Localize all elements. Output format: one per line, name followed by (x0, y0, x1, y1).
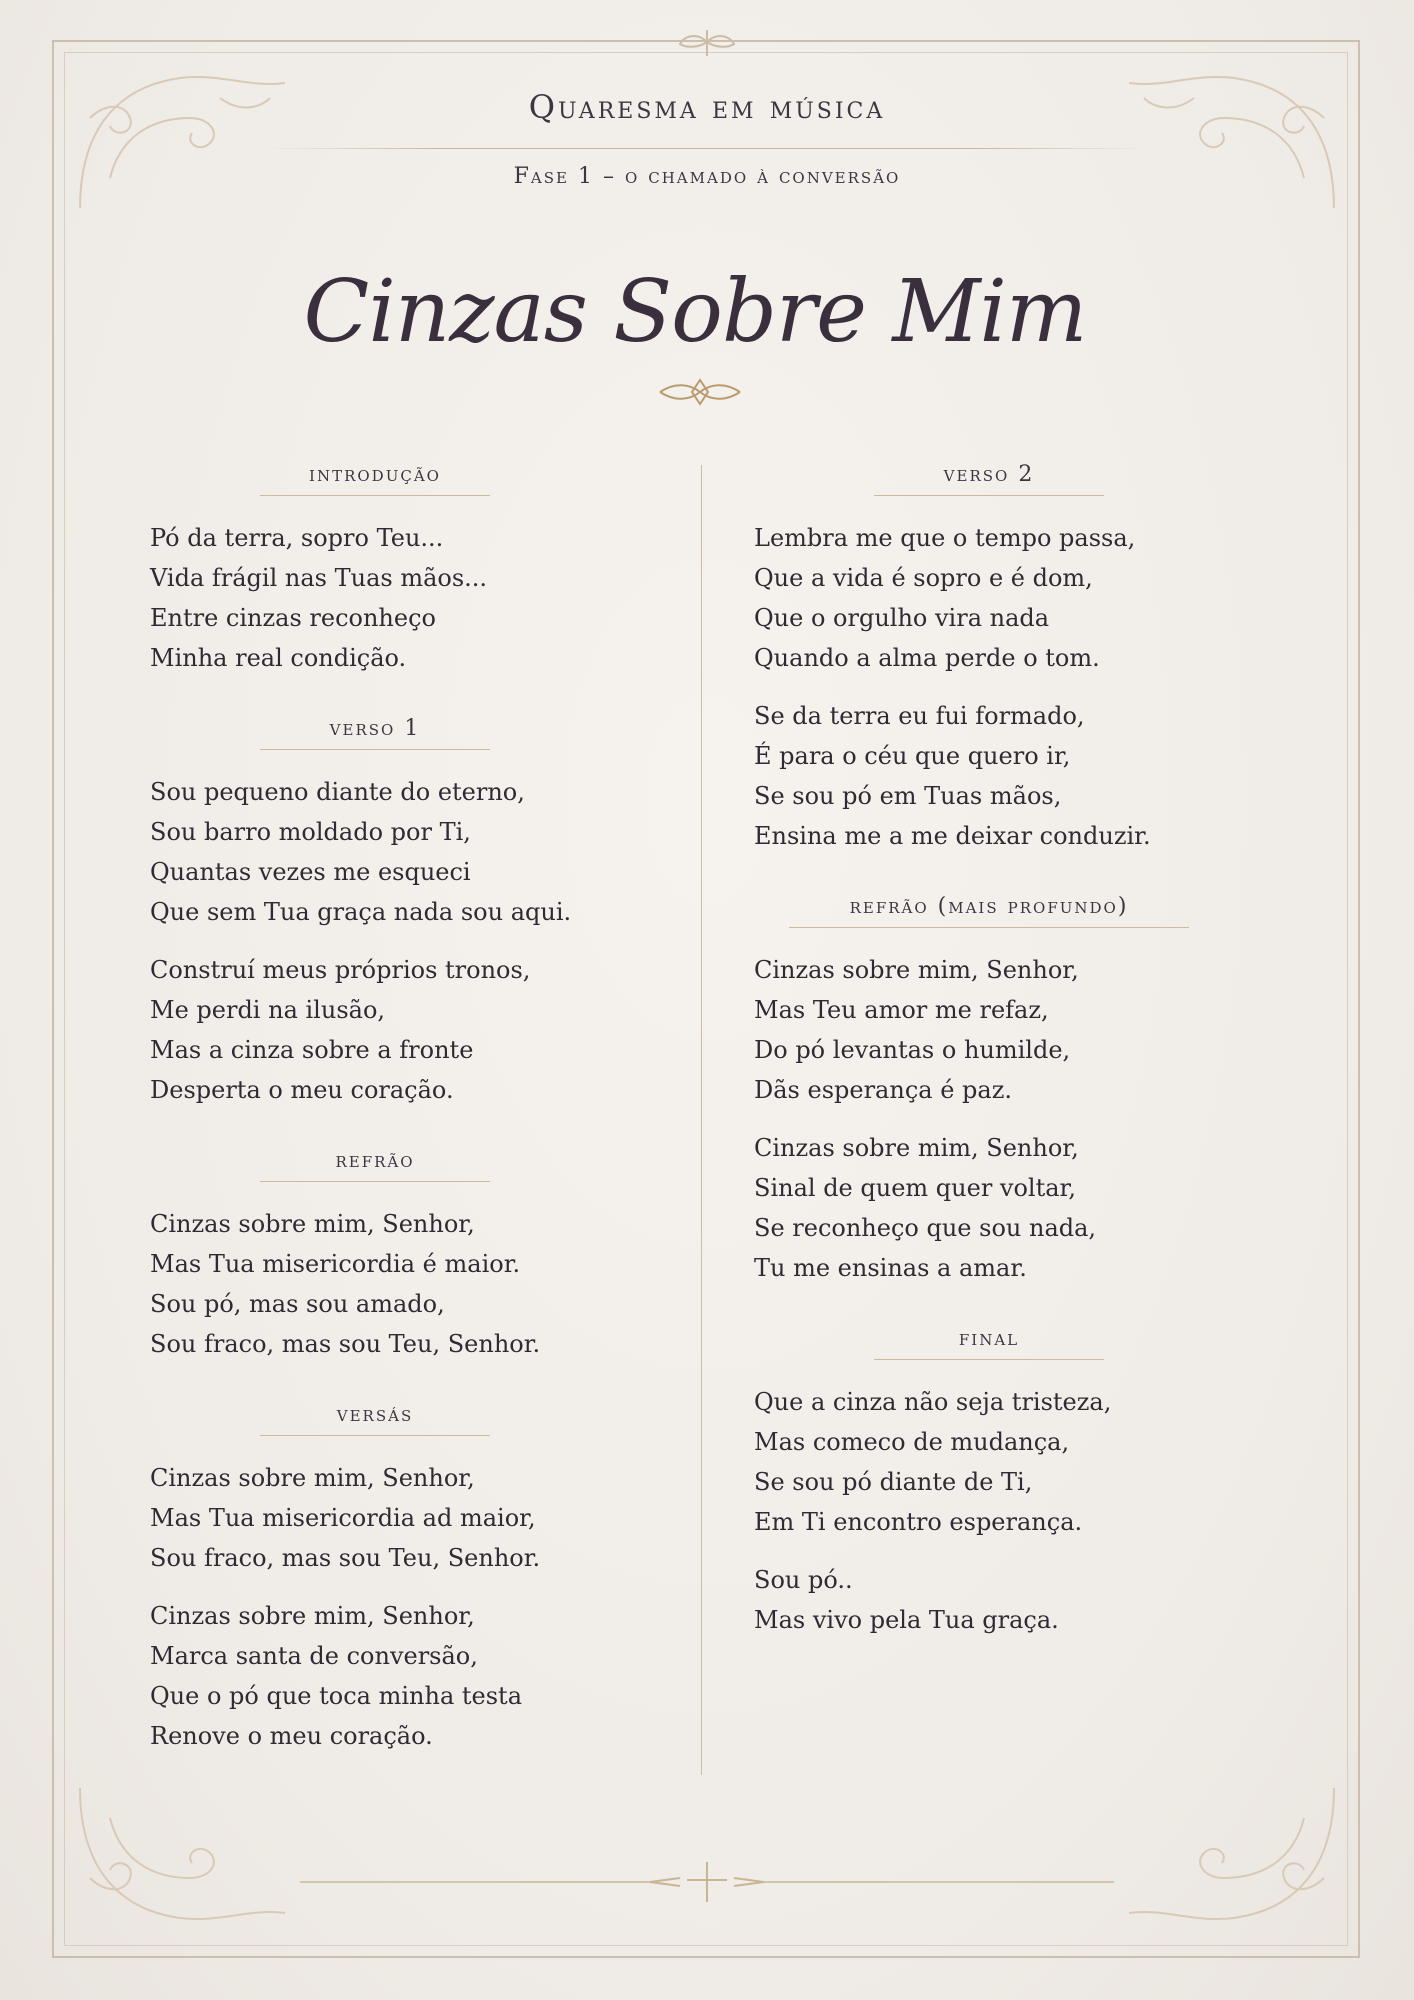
stanza (150, 1458, 710, 1578)
lyric-line: Sou fraco, mas sou Teu, Senhor. (150, 1544, 541, 1572)
lyric-line: Que a cinza não seja tristeza, (754, 1388, 1112, 1416)
header-subtitle: Fase 1 – o chamado à conversão (513, 164, 901, 189)
lyric-line: Mas Tua misericordia é maior. (150, 1250, 521, 1278)
stanza (754, 696, 1224, 856)
lyric-line: Cinzas sobre mim, Senhor, (150, 1602, 475, 1630)
lyric-line: Tu me ensinas a amar. (754, 1254, 1027, 1282)
section-heading: final (874, 1326, 1104, 1360)
lyric-line: Vida frágil nas Tuas mãos... (150, 564, 488, 592)
lyric-line: Sou fraco, mas sou Teu, Senhor. (150, 1330, 541, 1358)
stanza (150, 1204, 710, 1364)
lyric-line: Se reconheço que sou nada, (754, 1214, 1097, 1242)
section-heading: versás (260, 1402, 490, 1436)
section-heading: refrão (mais profundo) (789, 894, 1189, 928)
section-heading: introdução (260, 462, 490, 496)
lyrics-section (150, 1148, 710, 1364)
lyric-line: Que sem Tua graça nada sou aqui. (150, 898, 572, 926)
top-center-ornament (672, 26, 742, 60)
lyric-line: Cinzas sobre mim, Senhor, (150, 1210, 475, 1238)
lyric-line: Minha real condição. (150, 644, 407, 672)
lyric-line: Mas vivo pela Tua graça. (754, 1606, 1059, 1634)
lyric-line: Lembra me que o tempo passa, (754, 524, 1136, 552)
lyric-line: Quando a alma perde o tom. (754, 644, 1100, 672)
lyric-line: Que a vida é sopro e é dom, (754, 564, 1093, 592)
lyric-line: Do pó levantas o humilde, (754, 1036, 1071, 1064)
section-heading: verso 2 (874, 462, 1104, 496)
left-column (150, 462, 710, 1774)
lyrics-section (754, 462, 1224, 856)
lyric-line: Sinal de quem quer voltar, (754, 1174, 1077, 1202)
section-heading: verso 1 (260, 716, 490, 750)
lyric-line: Se da terra eu fui formado, (754, 702, 1085, 730)
lyric-line: Cinzas sobre mim, Senhor, (754, 1134, 1079, 1162)
stanza (754, 518, 1224, 678)
stanza (150, 950, 710, 1110)
lyric-line: Sou barro moldado por Ti, (150, 818, 471, 846)
lyric-line: Cinzas sobre mim, Senhor, (754, 956, 1079, 984)
bottom-cross-ornament (300, 1858, 1114, 1906)
stanza (754, 1382, 1224, 1542)
lyric-line: Se sou pó diante de Ti, (754, 1468, 1033, 1496)
lyric-line: Sou pequeno diante do eterno, (150, 778, 525, 806)
stanza (754, 950, 1224, 1110)
corner-flourish-top-right (1114, 58, 1344, 228)
header-title: Quaresma em música (528, 88, 886, 126)
lyric-line: Entre cinzas reconheço (150, 604, 436, 632)
lyric-line: Marca santa de conversão, (150, 1642, 478, 1670)
lyric-line: Sou pó.. (754, 1566, 853, 1594)
title-flourish (330, 372, 1070, 412)
stanza (150, 772, 710, 932)
stanza (150, 518, 710, 678)
corner-flourish-bottom-left (70, 1768, 300, 1938)
right-column (754, 462, 1224, 1658)
lyric-line: Ensina me a me deixar conduzir. (754, 822, 1151, 850)
lyric-line: Em Ti encontro esperança. (754, 1508, 1083, 1536)
lyric-line: Sou pó, mas sou amado, (150, 1290, 445, 1318)
lyrics-section (754, 894, 1224, 1288)
section-heading: refrão (260, 1148, 490, 1182)
lyric-line: Pó da terra, sopro Teu... (150, 524, 444, 552)
lyric-line: Cinzas sobre mim, Senhor, (150, 1464, 475, 1492)
lyric-line: É para o céu que quero ir, (754, 742, 1071, 770)
corner-flourish-bottom-right (1114, 1768, 1344, 1938)
corner-flourish-top-left (70, 58, 300, 228)
lyric-line: Dãs esperança é paz. (754, 1076, 1012, 1104)
lyric-line: Me perdi na ilusão, (150, 996, 386, 1024)
lyrics-section (150, 462, 710, 678)
lyric-line: Quantas vezes me esqueci (150, 858, 471, 886)
lyric-line: Que o pó que toca minha testa (150, 1682, 523, 1710)
lyric-line: Que o orgulho vira nada (754, 604, 1050, 632)
stanza (754, 1560, 1224, 1640)
stanza (150, 1596, 710, 1756)
lyric-line: Se sou pó em Tuas mãos, (754, 782, 1062, 810)
lyric-line: Mas a cinza sobre a fronte (150, 1036, 474, 1064)
lyric-line: Renove o meu coração. (150, 1722, 433, 1750)
lyric-line: Mas Teu amor me refaz, (754, 996, 1049, 1024)
lyrics-section (150, 1402, 710, 1756)
lyric-line: Construí meus próprios tronos, (150, 956, 531, 984)
stanza (754, 1128, 1224, 1288)
lyric-line: Desperta o meu coração. (150, 1076, 454, 1104)
lyric-line: Mas comeco de mudança, (754, 1428, 1070, 1456)
song-title: Cinzas Sobre Mim (303, 262, 1087, 362)
lyrics-section (754, 1326, 1224, 1640)
lyrics-section (150, 716, 710, 1110)
lyric-line: Mas Tua misericordia ad maior, (150, 1504, 536, 1532)
header-rule (265, 148, 1149, 149)
